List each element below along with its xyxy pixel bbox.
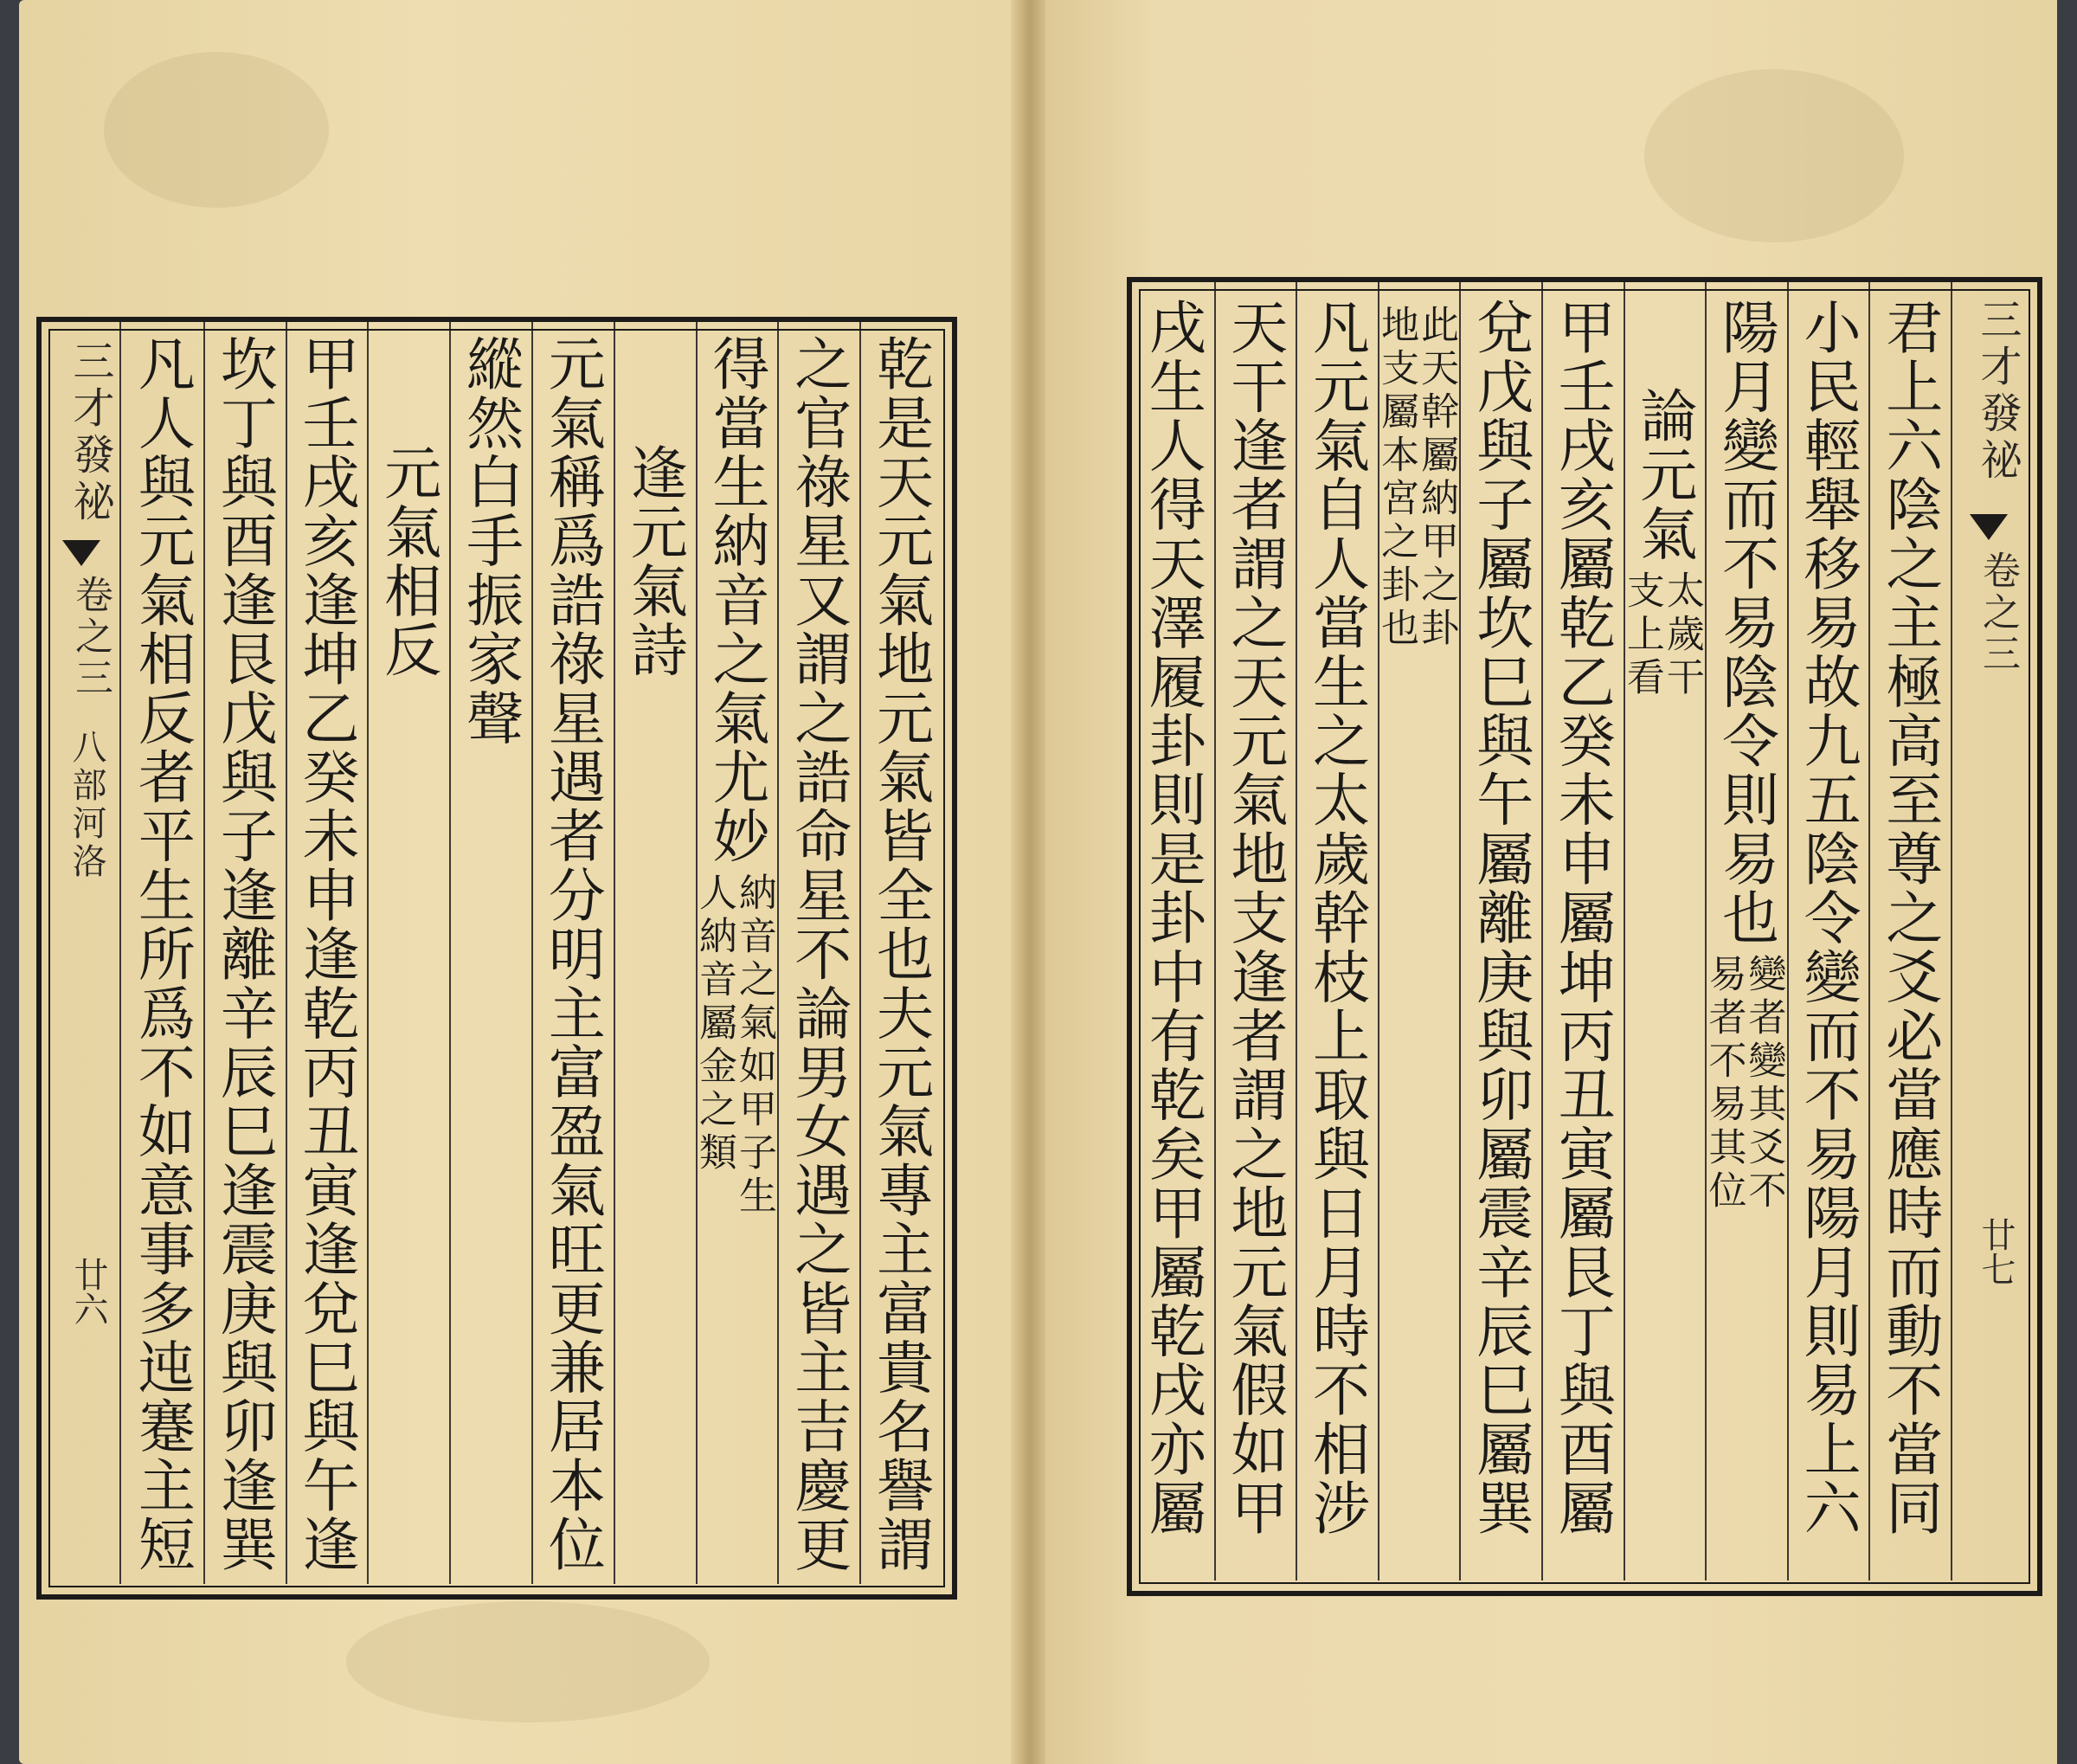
text-column [1619,282,1706,1581]
column-rule [696,322,698,1584]
left-banxin [42,322,119,1594]
text-column [1132,282,1214,1581]
column-rule [614,322,615,1584]
text-column [1374,282,1460,1581]
main-text-column: 兌戊與子屬坎巳與午屬離庚與卯屬震辛辰巳屬巽 [1466,298,1534,1538]
text-column [614,322,696,1584]
column-rule [286,322,287,1584]
main-text-column: 之官祿星又謂之誥命星不論男女遇之皆主吉慶更 [784,334,852,1574]
main-text-column: 君上六陰之主極高至尊之爻必當應時而動不當同 [1875,298,1943,1538]
section-heading: 元氣相反 [374,443,441,679]
interlinear-note: 太歲干 [1659,570,1704,700]
column-rule [367,322,369,1584]
text-column [203,322,286,1584]
text-column [449,322,531,1584]
column-rule [1459,282,1461,1581]
column-rule [1378,282,1379,1581]
column-rule [1787,282,1789,1581]
main-text-column: 元氣稱爲誥祿星遇者分明主富盈氣旺更兼居本位 [538,334,606,1574]
right-banxin [1952,282,2027,1591]
column-rule [1868,282,1870,1581]
left-page-frame [36,317,957,1600]
right-margin-volume: 卷之三 [1976,550,2020,675]
column-rule [1214,282,1216,1581]
interlinear-note: 易者不易其位 [1701,954,1746,1214]
text-column [1296,282,1378,1581]
main-text-column: 凡人與元氣相反者平生所爲不如意事多迍蹇主短 [128,334,196,1574]
text-column [1701,282,1787,1581]
column-rule [1624,282,1625,1581]
text-column [692,322,778,1584]
right-page-frame [1127,277,2042,1596]
column-rule [203,322,205,1584]
text-column [531,322,614,1584]
paper-stain [346,1601,710,1722]
fish-tail-mark [62,540,100,566]
left-margin-volume: 卷之三 [68,575,113,699]
main-text-column: 凡元氣自人當生之太歲幹枝上取與日月時不相涉 [1302,298,1370,1538]
section-heading: 論元氣 [1630,386,1697,563]
right-margin-folio: 廿七 [1976,1217,2016,1286]
left-margin-title: 三才發祕 [66,339,114,526]
interlinear-note: 人納音屬金之類 [692,872,736,1175]
column-rule [1541,282,1543,1581]
text-column [286,322,368,1584]
interlinear-note: 此天幹屬納甲之卦 [1414,305,1459,651]
paper-stain [1644,69,1904,242]
text-column [1868,282,1951,1581]
main-text-column: 戌生人得天澤履卦則是卦中有乾矣甲屬乾戌亦屬 [1139,298,1206,1538]
text-column [1459,282,1541,1581]
left-margin-section: 八部河洛 [67,729,106,881]
column-rule [777,322,779,1584]
interlinear-note: 支上看 [1619,570,1664,700]
interlinear-note: 變者變其爻不 [1741,954,1786,1214]
main-text-column: 天干逢者謂之天元氣地支逢者謂之地元氣假如甲 [1220,298,1288,1538]
text-column [777,322,859,1584]
right-text-block [1132,282,1951,1581]
text-column [859,322,942,1584]
right-margin-title: 三才發祕 [1973,298,2022,485]
text-column [367,322,449,1584]
column-rule [1705,282,1707,1581]
text-column [1541,282,1624,1581]
interlinear-note: 納音之氣如甲子生 [731,872,776,1219]
left-text-block [121,322,942,1584]
book-gutter [1011,0,1045,1764]
main-text-column: 小民輕舉移易故九五陰令變而不易陽月則易上六 [1794,298,1862,1538]
section-heading: 逢元氣詩 [621,443,688,679]
main-text-column: 甲壬戌亥逢坤乙癸未申逢乾丙丑寅逢兌巳與午逢 [292,334,359,1574]
column-rule [1296,282,1297,1581]
column-rule [1951,282,1952,1581]
column-rule [449,322,451,1584]
column-rule [531,322,533,1584]
text-column [1787,282,1869,1581]
main-text-column: 坎丁與酉逢艮戊與子逢離辛辰巳逢震庚與卯逢巽 [210,334,278,1574]
column-rule [119,322,121,1584]
main-text-column: 陽月變而不易陰令則易也 [1712,298,1779,948]
interlinear-note: 地支屬本宮之卦也 [1374,305,1419,651]
main-text-column: 乾是天元氣地元氣皆全也夫元氣專主富貴名譽謂 [866,334,934,1574]
paper-stain [104,52,329,208]
main-text-column: 縱然白手振家聲 [456,334,524,748]
column-rule [859,322,861,1584]
text-column [1214,282,1296,1581]
main-text-column: 甲壬戌亥屬乾乙癸未申屬坤丙丑寅屬艮丁與酉屬 [1548,298,1616,1538]
text-column [121,322,203,1584]
main-text-column: 得當生納音之氣尤妙 [702,334,769,866]
left-margin-folio: 廿六 [68,1257,108,1326]
fish-tail-mark [1970,514,2008,540]
